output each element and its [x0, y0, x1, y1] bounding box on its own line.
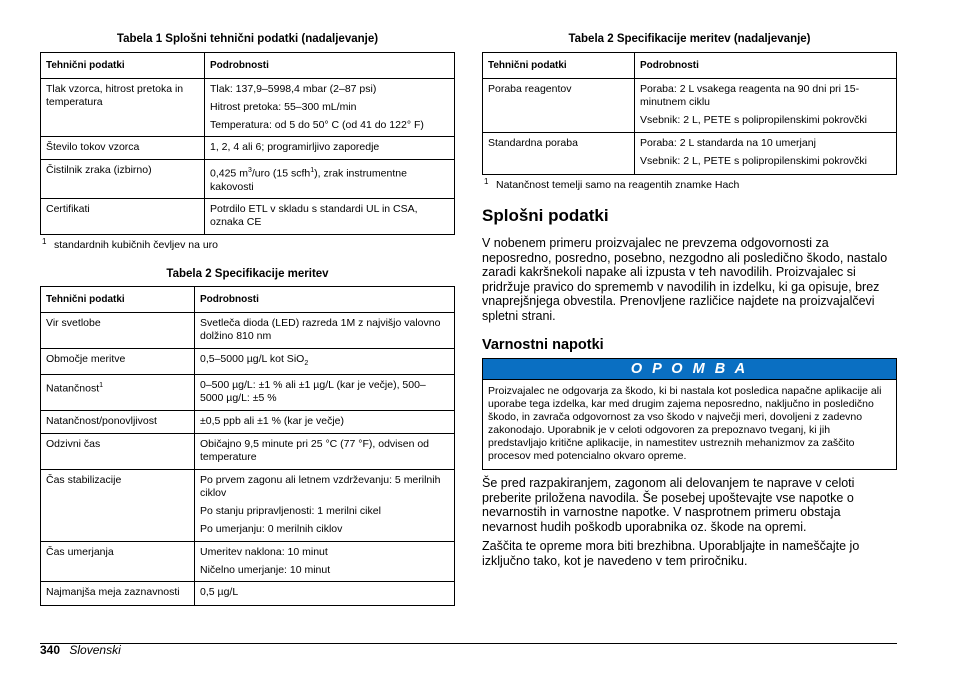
- row-label: Odzivni čas: [41, 433, 195, 469]
- table1-caption: Tabela 1 Splošni tehnični podatki (nadaljevanje): [116, 33, 379, 45]
- footnote-mark: 1: [484, 177, 489, 186]
- table2: [40, 286, 455, 606]
- row-label: Tlak vzorca, hitrost pretoka in temperatura: [41, 79, 205, 137]
- table1-header-details: Podrobnosti: [205, 53, 455, 79]
- detail-line: Poraba: 2 L vsakega reagenta na 90 dni pri 15-minutnem ciklu: [640, 83, 860, 108]
- left-column: [40, 0, 455, 606]
- footer-language: Slovenski: [69, 643, 121, 657]
- footnote-text: Natančnost temelji samo na reagentih znamke Hach: [496, 179, 740, 191]
- row-details: 0,5–5000 µg/L kot SiO$_2$: [195, 348, 455, 374]
- table-row: [41, 374, 455, 410]
- row-details: [195, 469, 455, 541]
- safety-paragraph-2: Zaščita te opreme mora biti brezhibna. Uporabljajte in nameščajte jo izključno tako, kot je navedeno v tem priročniku.: [482, 539, 860, 568]
- table-row: [41, 348, 455, 374]
- detail-line: Vsebnik: 2 L, PETE s polipropilenskimi pokrovčki: [640, 114, 868, 126]
- row-details: [635, 79, 897, 133]
- table-row: [41, 541, 455, 581]
- table2-caption: Tabela 2 Specifikacije meritev: [166, 267, 329, 280]
- safety-paragraph-1: Še pred razpakiranjem, zagonom ali delovanjem te naprave v celoti preberite priložena navodila. Še posebej upoštevajte vse napotke o nevarnostih in varnostne napotke. V nasprotnem primeru obstaja nevarnost hudih poškodb uporabnika oz. škode na opremi.: [482, 476, 855, 534]
- table1-header-row: [41, 53, 455, 79]
- page-footer: [40, 643, 121, 657]
- detail-line: Temperatura: od 5 do 50° C (od 41 do 122° F): [210, 119, 424, 131]
- section-title-safety: Varnostni napotki: [482, 337, 604, 353]
- footnote-mark: 1: [42, 236, 47, 246]
- table2cont-header-details: Podrobnosti: [635, 53, 897, 79]
- table-row: [41, 160, 455, 199]
- note-box: [482, 358, 897, 470]
- table2-continued: [482, 52, 897, 175]
- row-label: Natančnost$^1$: [41, 374, 195, 410]
- row-details: 0,5 µg/L: [195, 581, 455, 605]
- table2cont-header-row: [483, 53, 897, 79]
- right-column: [482, 0, 897, 568]
- table2-header-spec: Tehnični podatki: [41, 286, 195, 312]
- row-details: Običajno 9,5 minute pri 25 °C (77 °F), odvisen od temperature: [195, 433, 455, 469]
- detail-line: Po stanju pripravljenosti: 1 merilni cikel: [200, 504, 381, 517]
- row-details: 0–500 µg/L: ±1 % ali ±1 µg/L (kar je večje), 500–5000 µg/L: ±5 %: [195, 374, 455, 410]
- table1-header-spec: Tehnični podatki: [41, 53, 205, 79]
- table1-footnote: [40, 236, 455, 251]
- note-label: O P O M B A: [483, 359, 896, 379]
- section-title-general: Splošni podatki: [482, 206, 609, 225]
- footer-divider: [40, 643, 897, 644]
- table-row: [41, 469, 455, 541]
- row-label: Standardna poraba: [483, 133, 635, 175]
- row-label: Vir svetlobe: [41, 312, 195, 348]
- row-details: ±0,5 ppb ali ±1 % (kar je večje): [195, 410, 455, 433]
- table2cont-header-spec: Tehnični podatki: [483, 53, 635, 79]
- table2-header-row: [41, 286, 455, 312]
- row-label: Čas stabilizacije: [41, 469, 195, 541]
- table-row: [483, 133, 897, 175]
- row-details: [195, 541, 455, 581]
- detail-line: Po prvem zagonu ali letnem vzdrževanju: 5 merilnih ciklov: [200, 473, 441, 499]
- row-details: [635, 133, 897, 175]
- row-details: 1, 2, 4 ali 6; programirljivo zaporedje: [205, 137, 455, 160]
- row-label: Poraba reagentov: [483, 79, 635, 133]
- detail-line: Po umerjanju: 0 merilnih ciklov: [200, 522, 343, 535]
- row-label: Natančnost/ponovljivost: [41, 410, 195, 433]
- table2-header-details: Podrobnosti: [195, 286, 455, 312]
- detail-line: Tlak: 137,9–5998,4 mbar (2–87 psi): [210, 83, 377, 95]
- table-row: [41, 312, 455, 348]
- table-row: [41, 137, 455, 160]
- note-text: Proizvajalec ne odgovarja za škodo, ki bi nastala kot posledica napačne aplikacije ali uporabe tega izdelka, kar med drugim zajema neposredno, naključno in posledično škodo, in zavrača odgovornost za vso škodo v največji meri, dovoljeni z zadevno zakonodajo. Uporabnik je v celoti odgovoren za prepoznavo tveganj, ki jih predstavljajo kritične aplikacije, in namestitev ustreznih mehanizmov za zaščito procesov med potencialno okvaro opreme.: [483, 379, 896, 469]
- table-row: [41, 433, 455, 469]
- detail-line: Vsebnik: 2 L, PETE s polipropilenskimi pokrovčki: [640, 155, 868, 167]
- row-label: Število tokov vzorca: [41, 137, 205, 160]
- table2cont-caption: Tabela 2 Specifikacije meritev (nadaljevanje): [568, 33, 811, 45]
- detail-line: Poraba: 2 L standarda na 10 umerjanj: [640, 137, 816, 149]
- table-row: [41, 410, 455, 433]
- row-label: Čas umerjanja: [41, 541, 195, 581]
- row-details: 0,425 $m^3$/uro (15 scfh$^1$), zrak instrumentne kakovosti: [205, 160, 455, 199]
- row-label: Območje meritve: [41, 348, 195, 374]
- table2cont-footnote: [482, 179, 897, 191]
- footnote-text: standardnih kubičnih čevljev na uro: [54, 238, 219, 251]
- detail-line: Umeritev naklona: 10 minut: [200, 545, 328, 558]
- row-details: [205, 79, 455, 137]
- general-paragraph: V nobenem primeru proizvajalec ne prevzema odgovornosti za neposredno, posredno, posebno, nezgodno ali posledično škodo, nastalo zaradi kakršnekoli napake ali izpusta v teh navodilih. Proizvajalec si pridržuje pravico do sprememb v navodilih in izdelku, ki ga opisuje, brez vnaprejšnjega obvestila. Prenovljene različice najdete na proizvajalčevi spletni strani.: [482, 236, 888, 323]
- row-label: Čistilnik zraka (izbirno): [41, 160, 205, 199]
- row-details: Potrdilo ETL v skladu s standardi UL in CSA, oznaka CE: [205, 198, 455, 234]
- detail-line: Ničelno umerjanje: 10 minut: [200, 563, 331, 576]
- table1: [40, 52, 455, 235]
- row-label: Certifikati: [41, 198, 205, 234]
- table-row: [41, 581, 455, 605]
- page-number: 340: [40, 643, 61, 657]
- row-details: Svetleča dioda (LED) razreda 1M z najvišjo valovno dolžino 810 nm: [195, 312, 455, 348]
- row-label: Najmanjša meja zaznavnosti: [41, 581, 195, 605]
- detail-line: Hitrost pretoka: 55–300 mL/min: [210, 101, 357, 113]
- table-row: [483, 79, 897, 133]
- table-row: [41, 79, 455, 137]
- table-row: [41, 198, 455, 234]
